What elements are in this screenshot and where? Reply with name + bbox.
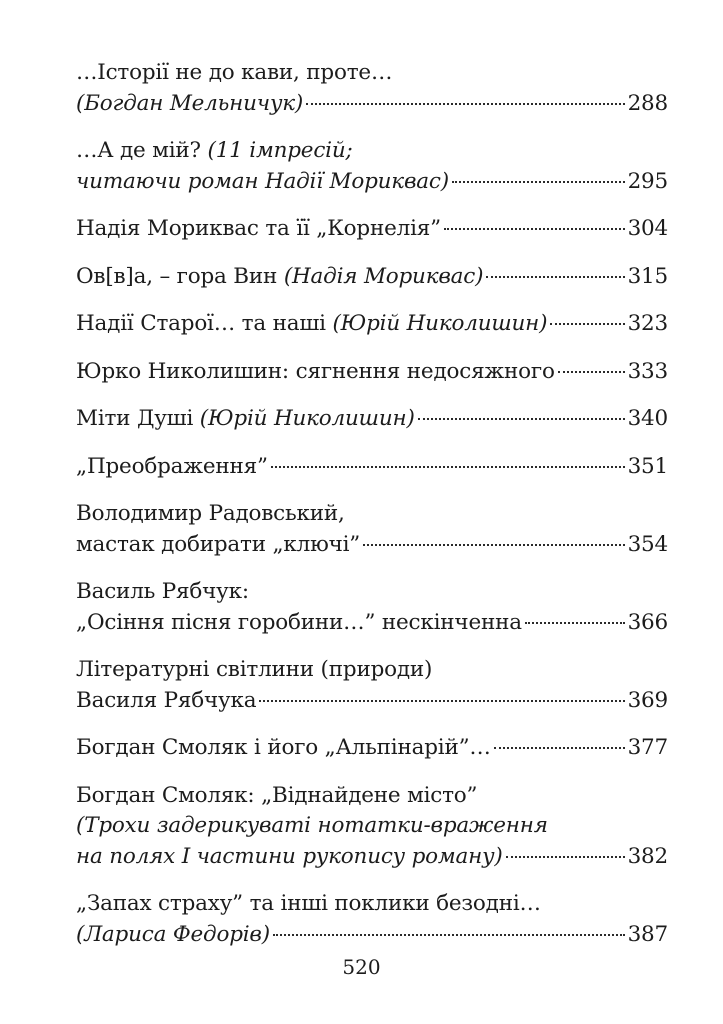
dot-leader [558, 371, 625, 373]
page-number: 520 [342, 955, 381, 979]
toc-page-number: 315 [627, 263, 668, 289]
toc-entry-line [76, 608, 668, 639]
toc-entry-line [76, 309, 668, 340]
toc-author-italic: (11 імпресій; [207, 138, 353, 163]
toc-title-text: Ов[в]а, – гора Вин [76, 263, 284, 289]
toc-entry-title [76, 167, 449, 198]
toc-title-text: Літературні світлини (природи) [76, 657, 433, 682]
toc-entry-title [76, 813, 548, 838]
toc-entry-line [76, 167, 668, 198]
toc-entry-line [76, 58, 668, 89]
dot-leader [550, 323, 624, 325]
toc-entry [76, 577, 668, 638]
toc-entry-line [76, 89, 668, 120]
dot-leader [444, 228, 625, 230]
toc-entry-title [76, 452, 268, 483]
toc-entry-title [76, 608, 522, 639]
dot-leader [259, 700, 624, 702]
toc-title-text: …А де мій? [76, 138, 208, 163]
toc-entry-title [76, 309, 547, 340]
toc-author-italic: читаючи роман Надії Мориквас) [76, 168, 449, 194]
toc-author-italic: (Трохи задерикуваті нотатки-враження [76, 813, 548, 838]
toc-entry-title [76, 530, 360, 561]
toc-entry-line [76, 452, 668, 483]
dot-leader [486, 276, 624, 278]
toc-entry-line [76, 530, 668, 561]
toc-author-italic: (Лариса Федорів) [76, 921, 270, 947]
toc-entry-line [76, 214, 668, 245]
toc-entry-line [76, 262, 668, 293]
toc-entry-line [76, 404, 668, 435]
toc-title-text: Володимир Радовський, [76, 501, 345, 526]
toc-entry [76, 733, 668, 764]
toc-entry-line [76, 733, 668, 764]
toc-entry-line [76, 499, 668, 530]
toc-entry-line [76, 920, 668, 951]
toc-page-number: 304 [627, 216, 668, 241]
toc-entry [76, 889, 668, 950]
toc-title-text: Міти Душі [76, 406, 200, 431]
toc-entry-title [76, 842, 503, 873]
dot-leader [418, 418, 625, 420]
dot-leader [506, 856, 625, 858]
toc-entry-title [76, 138, 353, 163]
toc-page-number: 354 [627, 531, 668, 557]
toc-entry-title [76, 733, 491, 764]
toc-entry-line [76, 655, 668, 686]
toc-page-number: 295 [627, 168, 668, 194]
toc-author-italic: (Богдан Мельничук) [76, 90, 304, 116]
toc-entry-line [76, 811, 668, 842]
toc-title-text: Надія Мориквас та її „Корнелія” [76, 216, 441, 241]
toc-entry [76, 357, 668, 388]
toc-entry-title [76, 783, 477, 808]
toc-title-text: Василя Рябчука [76, 687, 257, 713]
dot-leader [306, 103, 625, 105]
dot-leader [271, 466, 625, 468]
toc-title-text: Юрко Николишин: сягнення недосяжного [76, 358, 555, 384]
dot-leader [525, 622, 625, 624]
toc-author-italic: на полях І частини рукопису роману) [76, 843, 503, 869]
toc-entry-title [76, 686, 256, 717]
toc-title-text: „Преображення” [76, 453, 268, 479]
dot-leader [273, 934, 625, 936]
toc-entry-line [76, 842, 668, 873]
toc-title-text: Богдан Смоляк: „Віднайдене місто” [76, 782, 478, 808]
toc-title-text: Надії Старої… та наші [76, 311, 333, 336]
toc-entry-line [76, 781, 668, 812]
toc-author-italic: (Юрій Николишин) [199, 406, 415, 431]
toc-page-number: 351 [627, 453, 668, 479]
toc-page-number: 387 [627, 921, 668, 947]
toc-title-text: „Запах страху” та інші поклики безодні… [76, 891, 541, 916]
toc-title-text: „Осіння пісня горобини…” нескінченна [76, 609, 522, 635]
toc-entry-title [76, 920, 270, 951]
toc-entry-title [76, 501, 345, 526]
toc-page-number: 340 [627, 406, 668, 431]
toc-title-text: Василь Рябчук: [76, 579, 249, 604]
toc-page-number: 288 [627, 90, 668, 116]
toc-entry-title [76, 579, 249, 604]
dot-leader [494, 747, 625, 749]
toc-entry [76, 58, 668, 119]
toc-entry-line [76, 357, 668, 388]
toc-entry [76, 262, 668, 293]
toc-title-text: Богдан Смоляк і його „Альпінарій”… [76, 735, 491, 760]
toc-entry-title [76, 262, 483, 293]
toc-title-text: …Історії не до кави, проте… [76, 60, 393, 85]
toc-page-number: 382 [627, 843, 668, 869]
toc-page-number: 323 [627, 311, 668, 336]
toc-entry-line [76, 577, 668, 608]
toc-page-number: 333 [627, 358, 668, 384]
toc-entry-line [76, 136, 668, 167]
toc-entry [76, 499, 668, 560]
toc-entry [76, 214, 668, 245]
toc-entry-title [76, 657, 432, 682]
toc-entry-title [76, 404, 415, 435]
toc-entry [76, 404, 668, 435]
toc-entry [76, 309, 668, 340]
toc-page-number: 377 [627, 735, 668, 760]
toc-entry [76, 655, 668, 716]
toc-entry [76, 781, 668, 873]
toc-entry-title [76, 357, 555, 388]
toc-author-italic: (Юрій Николишин) [332, 311, 548, 336]
toc-entry [76, 452, 668, 483]
toc-entry-line [76, 889, 668, 920]
toc-page-number: 366 [627, 609, 668, 635]
toc-entry [76, 136, 668, 197]
dot-leader [452, 181, 625, 183]
toc-entry-title [76, 60, 392, 85]
toc-entry-line [76, 686, 668, 717]
toc-title-text: мастак добирати „ключі” [76, 531, 361, 557]
toc-entry-title [76, 214, 441, 245]
toc-author-italic: (Надія Мориквас) [283, 263, 484, 289]
toc-page-number: 369 [627, 687, 668, 713]
toc-entry-title [76, 89, 303, 120]
dot-leader [363, 544, 624, 546]
toc-entry-title [76, 891, 541, 916]
table-of-contents [76, 58, 668, 950]
